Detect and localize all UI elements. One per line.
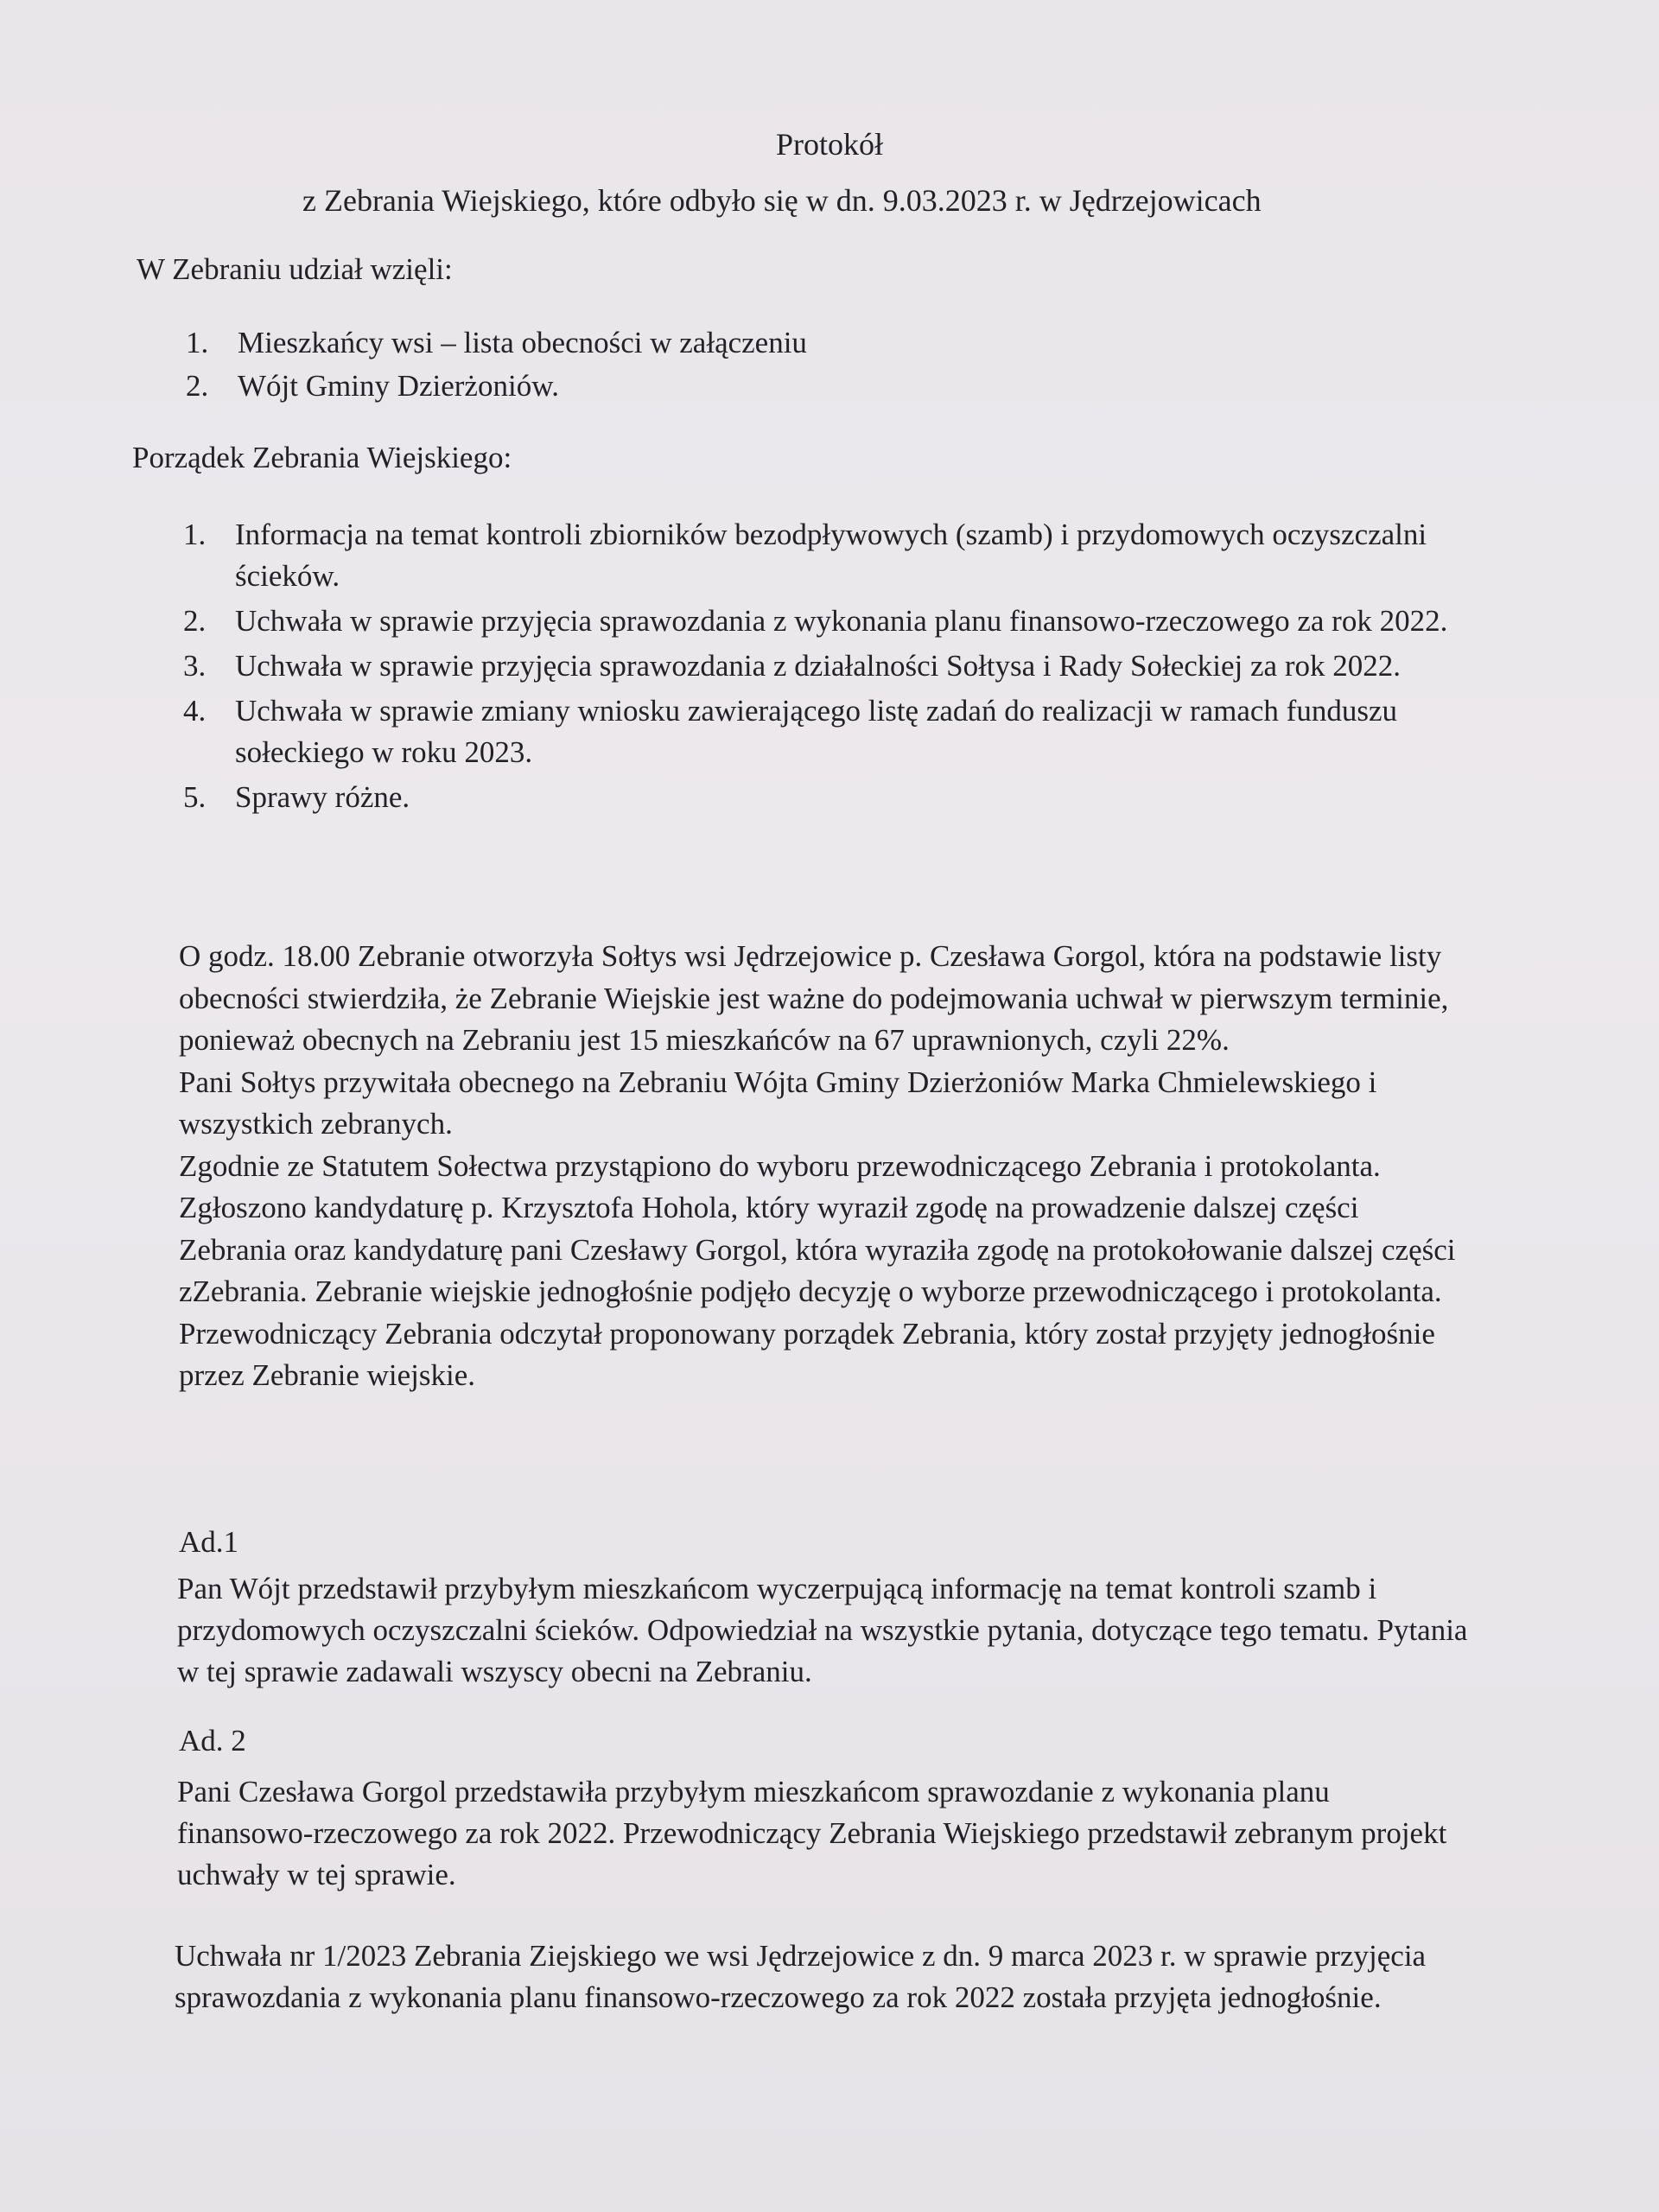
list-item [183,601,1462,642]
agenda-heading: Porządek Zebrania Wiejskiego: [132,441,512,474]
participants-list [186,321,1439,408]
opening-paragraph: O godz. 18.00 Zebranie otworzyła Sołtys wsi Jędrzejowice p. Czesława Gorgol, która na podstawie listy obecności stwierdziła, że Zebranie Wiejskie jest ważne do podejmowania uchwał w pierwszym terminie, ponieważ obecnych na Zebraniu jest 15 mieszkańców na 67 uprawnionych, czyli 22%. [179,939,1449,1057]
agenda-list [183,514,1462,818]
list-item-text: Uchwała w sprawie zmiany wniosku zawierającego listę zadań do realizacji w ramach funduszu sołeckiego w roku 2023. [235,694,1397,769]
list-number: 3. [183,649,207,683]
list-number: 2. [183,604,207,638]
ad2-text: Pani Czesława Gorgol przedstawiła przybyłym mieszkańcom sprawozdanie z wykonania planu finansowo-rzeczowego za rok 2022. Przewodniczący Zebrania Wiejskiego przedstawił zebranym projekt uchwały w tej sprawie. [177,1775,1447,1891]
ad1-heading: Ad.1 [179,1525,239,1559]
list-item [183,514,1462,597]
list-item-text: Sprawy różne. [235,780,410,814]
list-item-text: Uchwała w sprawie przyjęcia sprawozdania z działalności Sołtysa i Rady Sołeckiej za rok 2022. [235,649,1401,683]
list-number: 5. [183,780,207,814]
list-item-text: Uchwała w sprawie przyjęcia sprawozdania z wykonania planu finansowo-rzeczowego za rok 2022. [235,604,1448,638]
ad1-text: Pan Wójt przedstawił przybyłym mieszkańcom wyczerpującą informację na temat kontroli szamb i przydomowych oczyszczalni ścieków. Odpowiedział na wszystkie pytania, dotyczące tego tematu. Pytania w tej sprawie zadawali wszyscy obecni na Zebraniu. [177,1572,1468,1688]
resolution-text: Uchwała nr 1/2023 Zebrania Ziejskiego we wsi Jędrzejowice z dn. 9 marca 2023 r. w sprawie przyjęcia sprawozdania z wykonania planu finansowo-rzeczowego za rok 2022 została przyjęta jednogłośnie. [175,1939,1427,2014]
list-item-text: Mieszkańcy wsi – lista obecności w załączeniu [238,326,807,359]
list-item [183,777,1462,818]
document-subtitle: z Zebrania Wiejskiego, które odbyło się w dn. 9.03.2023 r. w Jędrzejowicach [302,183,1262,218]
document-title: Protokół [775,127,883,162]
opening-paragraph: Zgodnie ze Statutem Sołectwa przystąpiono do wyboru przewodniczącego Zebrania i protokolanta. Zgłoszono kandydaturę p. Krzysztofa Hohola, który wyraził zgodę na prowadzenie dalszej części Zebrania oraz kandydaturę pani Czesławy Gorgol, która wyraziła zgodę na protokołowanie dalszej części zZebrania. Zebranie wiejskie jednogłośnie podjęło decyzję o wyborze przewodniczącego i protokolanta. [179,1148,1456,1308]
list-number: 4. [183,694,207,728]
list-number: 1. [186,326,209,359]
list-item-text: Informacja na temat kontroli zbiorników bezodpływowych (szamb) i przydomowych oczyszczalni ścieków. [235,518,1427,593]
opening-paragraph: Przewodniczący Zebrania odczytał proponowany porządek Zebrania, który został przyjęty jednogłośnie przez Zebranie wiejskie. [179,1316,1435,1392]
list-item [186,365,1439,408]
list-item [186,321,1439,365]
list-item [183,645,1462,687]
list-number: 2. [186,369,209,403]
opening-paragraph: Pani Sołtys przywitała obecnego na Zebraniu Wójta Gminy Dzierżoniów Marka Chmielewskiego i wszystkich zebranych. [179,1065,1377,1141]
opening-section [179,936,1458,1397]
list-item-text: Wójt Gminy Dzierżoniów. [238,369,559,403]
list-number: 1. [183,518,207,551]
participants-heading: W Zebraniu udział wzięli: [137,252,453,286]
list-item [183,690,1462,773]
ad2-heading: Ad. 2 [179,1724,246,1758]
